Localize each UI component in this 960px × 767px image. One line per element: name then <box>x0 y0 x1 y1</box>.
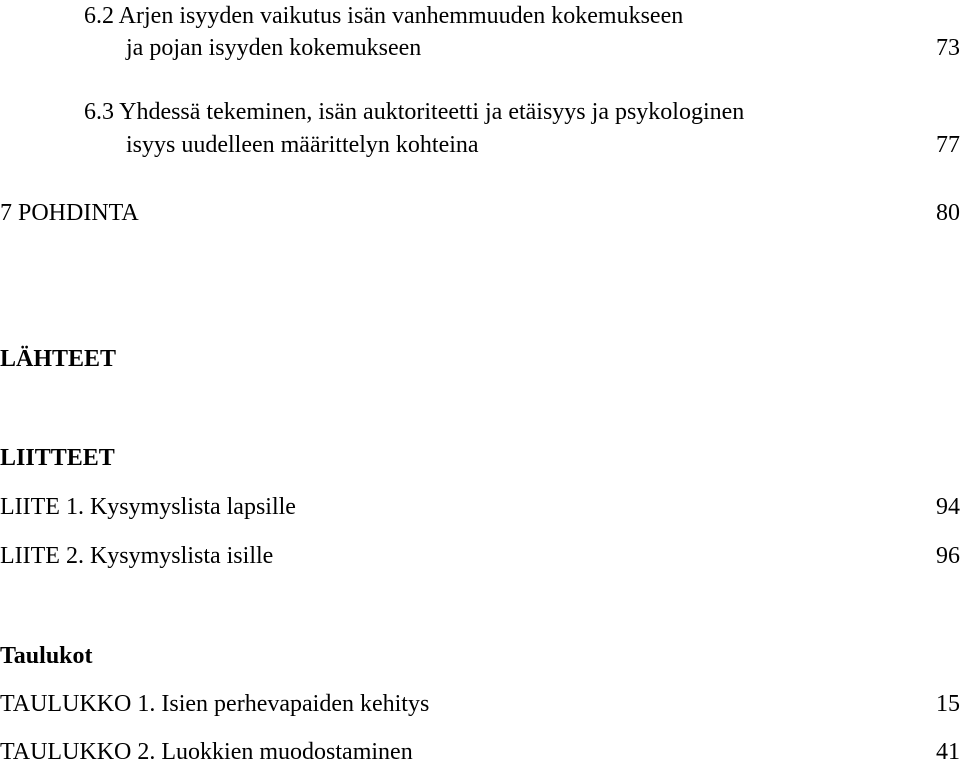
toc-liite-1-page: 94 <box>936 494 960 520</box>
toc-heading-taulukot: Taulukot <box>0 643 93 669</box>
toc-entry-7: 7 POHDINTA <box>0 200 139 226</box>
toc-entry-6-3-line1: 6.3 Yhdessä tekeminen, isän auktoriteetti ja etäisyys ja psykologinen <box>84 99 745 125</box>
toc-heading-lahteet: LÄHTEET <box>0 346 117 372</box>
toc-entry-7-page: 80 <box>936 200 960 226</box>
toc-heading-liitteet: LIITTEET <box>0 445 115 471</box>
toc-liite-2: LIITE 2. Kysymyslista isille <box>0 543 274 569</box>
toc-entry-6-3-line2: isyys uudelleen määrittelyn kohteina <box>126 132 479 158</box>
toc-taulukko-1: TAULUKKO 1. Isien perhevapaiden kehitys <box>0 691 430 717</box>
toc-taulukko-2: TAULUKKO 2. Luokkien muodostaminen <box>0 739 413 765</box>
toc-liite-1: LIITE 1. Kysymyslista lapsille <box>0 494 296 520</box>
toc-entry-6-2-line1: 6.2 Arjen isyyden vaikutus isän vanhemmuuden kokemukseen <box>84 3 684 29</box>
toc-taulukko-2-page: 41 <box>936 739 960 765</box>
toc-entry-6-2-page: 73 <box>936 35 960 61</box>
toc-liite-2-page: 96 <box>936 543 960 569</box>
toc-entry-6-3-page: 77 <box>936 132 960 158</box>
toc-taulukko-1-page: 15 <box>936 691 960 717</box>
toc-entry-6-2-line2: ja pojan isyyden kokemukseen <box>126 35 422 61</box>
